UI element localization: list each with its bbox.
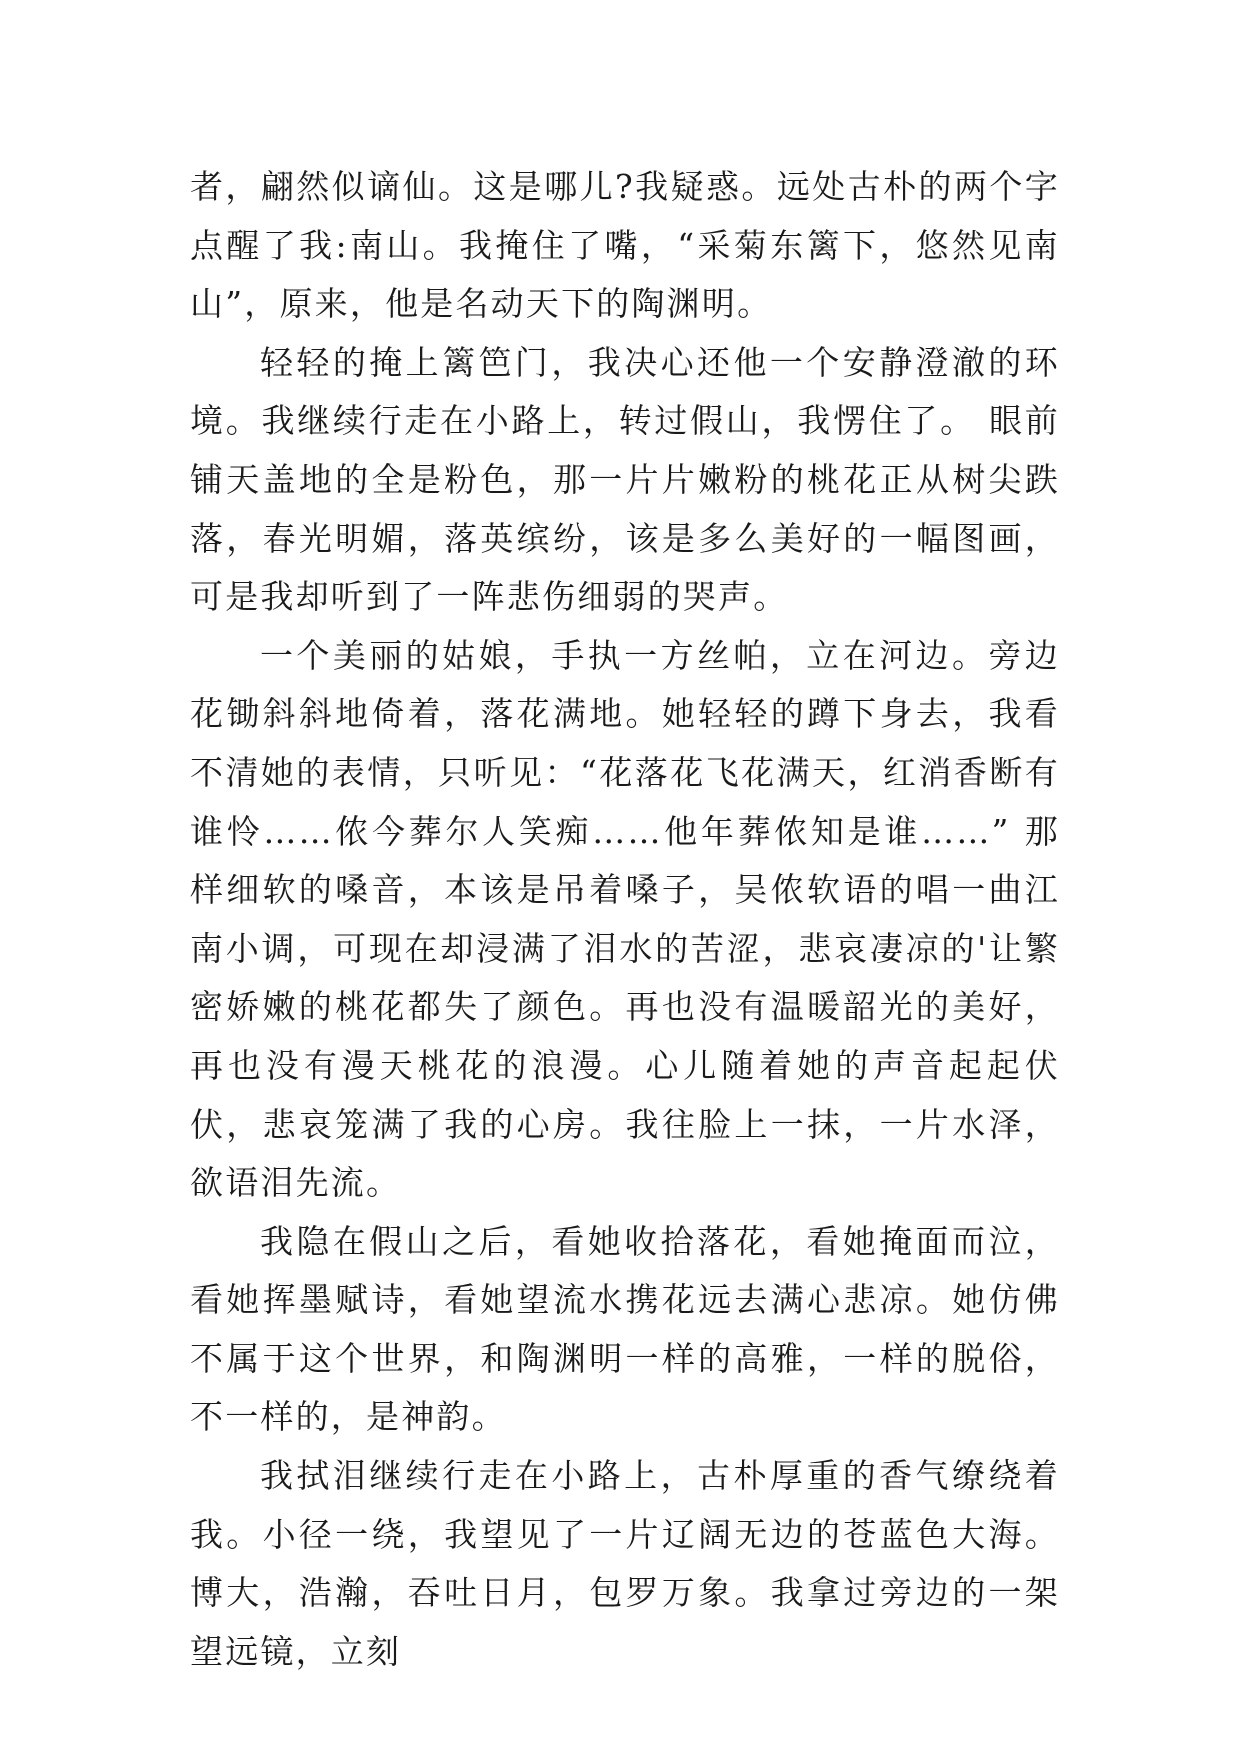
document-body (190, 158, 1060, 1681)
paragraph-2: 轻轻的掩上篱笆门，我决心还他一个安静澄澈的环境。我继续行走在小路上，转过假山，我愣住了。 眼前铺天盖地的全是粉色，那一片片嫩粉的桃花正从树尖跌落，春光明媚，落英缤纷，该是多么美好的一幅图画，可是我却听到了一阵悲伤细弱的哭声。 (190, 342, 1060, 617)
paragraph-4: 我隐在假山之后，看她收拾落花，看她掩面而泣，看她挥墨赋诗，看她望流水携花远去满心悲凉。她仿佛不属于这个世界，和陶渊明一样的高雅，一样的脱俗，不一样的，是神韵。 (190, 1221, 1060, 1437)
paragraph-3: 一个美丽的姑娘，手执一方丝帕，立在河边。旁边花锄斜斜地倚着，落花满地。她轻轻的蹲下身去，我看不清她的表情，只听见：“花落花飞花满天，红消香断有谁怜……侬今葬尔人笑痴……他年葬侬知是谁……” 那样细软的嗓音，本该是吊着嗓子，吴侬软语的唱一曲江南小调，可现在却浸满了泪水的苦涩，悲哀凄凉的'让繁密娇嫩的桃花都失了颜色。再也没有温暖韶光的美好，再也没有漫天桃花的浪漫。心儿随着她的声音起起伏伏，悲哀笼满了我的心房。我往脸上一抹，一片水泽，欲语泪先流。 (190, 635, 1060, 1203)
paragraph-5: 我拭泪继续行走在小路上，古朴厚重的香气缭绕着我。小径一绕，我望见了一片辽阔无边的苍蓝色大海。博大，浩瀚，吞吐日月，包罗万象。我拿过旁边的一架望远镜，立刻 (190, 1456, 1060, 1671)
paragraph-1: 者，翩然似谪仙。这是哪儿?我疑惑。远处古朴的两个字点醒了我:南山。我掩住了嘴，“采菊东篱下，悠然见南山”，原来，他是名动天下的陶渊明。 (190, 167, 1060, 324)
